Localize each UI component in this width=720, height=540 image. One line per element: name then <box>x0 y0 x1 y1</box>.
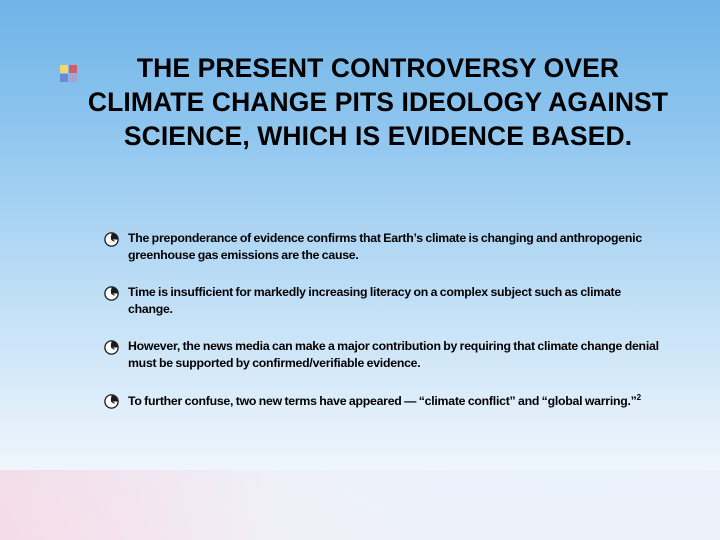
list-item <box>104 338 664 373</box>
clock-bullet-icon <box>104 286 119 301</box>
list-item <box>104 284 664 319</box>
list-item-text <box>128 392 664 411</box>
clock-bullet-icon <box>104 394 119 409</box>
four-square-icon <box>60 65 78 83</box>
list-item <box>104 392 664 411</box>
list-item <box>104 230 664 265</box>
slide-title-block <box>60 52 670 154</box>
clock-bullet-icon <box>104 232 119 247</box>
footnote-marker: 2 <box>636 392 641 402</box>
clock-bullet-icon <box>104 340 119 355</box>
list-item-text-main: To further confuse, two new terms have appeared — “climate conflict” and “global warring.” <box>128 393 637 408</box>
bullet-list <box>104 230 664 429</box>
page-title: THE PRESENT CONTROVERSY OVER CLIMATE CHANGE PITS IDEOLOGY AGAINST SCIENCE, WHICH IS EVIDENCE BASED. <box>87 53 669 151</box>
list-item-text: The preponderance of evidence confirms that Earth’s climate is changing and anthropogenic greenhouse gas emissions are the cause. <box>128 231 642 263</box>
list-item-text: Time is insufficient for markedly increasing literacy on a complex subject such as climate change. <box>128 284 621 317</box>
list-item-text: However, the news media can make a major contribution by requiring that climate change denial must be supported by confirmed/verifiable evidence. <box>128 338 659 371</box>
